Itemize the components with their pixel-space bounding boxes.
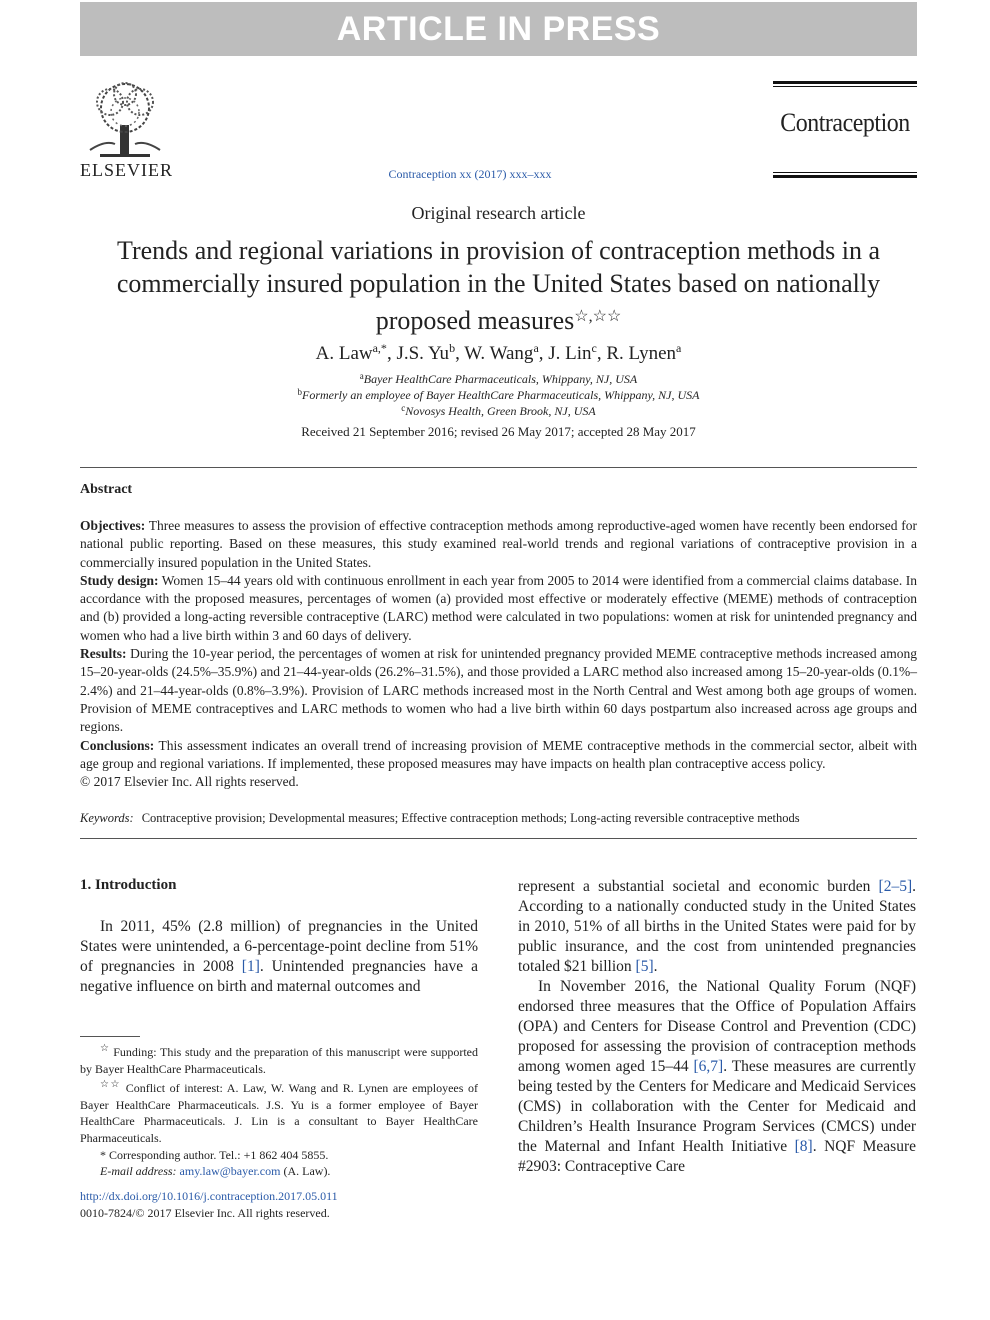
reference-link[interactable]: [2–5] bbox=[878, 878, 913, 895]
abstract-body bbox=[80, 517, 917, 791]
abstract-conclusions bbox=[80, 737, 917, 774]
paragraph-text: . Unintended pregnancies have a negative influence on birth and maternal outcomes and bbox=[80, 958, 478, 995]
abstract-label: Study design: bbox=[80, 572, 159, 588]
footnote-conflict bbox=[80, 1077, 478, 1146]
author-affiliation-mark[interactable]: c bbox=[591, 341, 597, 355]
footnotes bbox=[80, 1041, 478, 1180]
paragraph-text: In November 2016, the National Quality Forum (NQF) endorsed three measures that the Office of Population Affairs (OPA) and Centers for Disease Control and Prevention (CDC) proposed for assessing the provision of contraception methods among women aged 15–44 bbox=[518, 978, 916, 1075]
abstract-results bbox=[80, 645, 917, 736]
abstract-label: Results: bbox=[80, 646, 127, 662]
publisher-name: ELSEVIER bbox=[80, 160, 173, 180]
issn-copyright: 0010-7824/© 2017 Elsevier Inc. All rights reserved. bbox=[80, 1205, 330, 1220]
abstract-text: This assessment indicates an overall trend of increasing provision of MEME contraceptive methods in the commercial sector, albeit with age group and regional variations. If implemented, these proposed measures may have impacts on health plan contraceptive access policy. bbox=[80, 737, 917, 771]
footnote-text: Funding: This study and the preparation of this manuscript were supported by Bayer HealthCare Pharmaceuticals. bbox=[80, 1045, 478, 1076]
divider bbox=[80, 838, 917, 839]
author-affiliation-mark[interactable]: a bbox=[676, 341, 682, 355]
keywords-text: Contraceptive provision; Developmental measures; Effective contraception methods; Long-acting reversible contraceptive methods bbox=[141, 811, 800, 825]
email-label: E-mail address: bbox=[100, 1164, 177, 1179]
author-list bbox=[80, 341, 917, 365]
abstract-copyright: © 2017 Elsevier Inc. All rights reserved. bbox=[80, 774, 299, 790]
paragraph bbox=[518, 877, 916, 977]
title-footnote-marks[interactable]: ☆,☆☆ bbox=[574, 308, 622, 325]
footnote-funding bbox=[80, 1041, 478, 1077]
footnote-text: Conflict of interest: A. Law, W. Wang and R. Lynen are employees of Bayer HealthCare Pharmaceuticals. J.S. Yu is a former employee of Bayer HealthCare Pharmaceuticals. J. Lin is a consultant to Bayer HealthCare Pharmaceuticals. bbox=[80, 1081, 479, 1145]
author-name: J. Lin bbox=[548, 343, 592, 364]
abstract-objectives bbox=[80, 517, 917, 572]
affiliation bbox=[80, 403, 917, 419]
abstract-text: Women 15–44 years old with continuous enrollment in each year from 2005 to 2014 were identified from a commercial claims database. In accordance with the proposed measures, percentages of women (a) provided most effective or moderately effective (MEME) methods of contraception and (b) provided a long-acting reversible contraceptive (LARC) method were calculated in two populations: women at risk for unintended pregnancy and women who had a live birth within 3 and 60 days of delivery. bbox=[80, 572, 918, 643]
elsevier-logo bbox=[80, 80, 173, 182]
reference-link[interactable]: [5] bbox=[635, 958, 654, 975]
journal-rule-bottom-thin bbox=[773, 172, 917, 173]
paragraph-text: . According to a nationally conducted study in the United States in 2010, 51% of all births in the United States were paid for by public insurance, and the cost from unintended pregnancies totaled $21 billion bbox=[518, 878, 916, 975]
keywords bbox=[80, 811, 917, 826]
article-title bbox=[80, 234, 917, 337]
section-heading: 1. Introduction bbox=[80, 877, 177, 893]
left-column-text bbox=[80, 917, 478, 997]
paragraph-text: . bbox=[653, 958, 658, 975]
footnote-email bbox=[80, 1163, 478, 1180]
footnote-mark: ☆ bbox=[100, 1043, 110, 1054]
journal-citation-link[interactable]: Contraception xx (2017) xxx–xxx bbox=[388, 167, 552, 181]
doi-block bbox=[80, 1188, 338, 1221]
title-line: Trends and regional variations in provision of contraception methods in a bbox=[116, 236, 880, 265]
keywords-label: Keywords: bbox=[80, 811, 134, 825]
received-dates: Received 21 September 2016; revised 26 May 2017; accepted 28 May 2017 bbox=[301, 424, 696, 439]
affiliation-mark: c bbox=[401, 403, 406, 413]
author-separator: , bbox=[386, 343, 397, 364]
journal-rule-bottom bbox=[773, 175, 917, 178]
author-name: R. Lynen bbox=[606, 343, 677, 364]
reference-link[interactable]: [8] bbox=[794, 1138, 813, 1155]
doi-link[interactable]: http://dx.doi.org/10.1016/j.contraception.2017.05.011 bbox=[80, 1189, 338, 1203]
author-separator: , bbox=[455, 343, 465, 364]
affiliation-text: Formerly an employee of Bayer HealthCare Pharmaceuticals, Whippany, NJ, USA bbox=[302, 388, 700, 402]
article-type: Original research article bbox=[411, 203, 586, 223]
right-column-text bbox=[518, 877, 916, 1177]
author-affiliation-mark[interactable]: a,* bbox=[372, 341, 387, 355]
abstract-label: Conclusions: bbox=[80, 737, 155, 753]
author-separator: , bbox=[596, 343, 607, 364]
author-affiliation-mark[interactable]: a bbox=[533, 341, 539, 355]
abstract-design bbox=[80, 572, 917, 645]
paragraph bbox=[80, 917, 478, 997]
abstract-text: During the 10-year period, the percentages of women at risk for unintended pregnancy provided MEME contraceptive methods increased among 15–20-year-olds (24.5%–35.9%) and 21–44-year-olds (26.2%–31.5%), and those provided a LARC method also increased among 15–20-year-olds (0.1%–2.4%) and 21–44-year-olds (0.8%–3.9%). Provision of LARC methods increased most in the North Central and West among both age groups of women. Provision of MEME contraceptives and LARC methods to women who had a live birth within 60 days postpartum also increased across age groups and regions. bbox=[80, 646, 917, 735]
author-affiliation-mark[interactable]: b bbox=[449, 341, 456, 355]
abstract-heading: Abstract bbox=[80, 482, 133, 497]
abstract-text: Three measures to assess the provision of effective contraception methods among reproductive-aged women have recently been endorsed for national public reporting. Based on these measures, this study examined real-world trends and regional variations of contraceptive provision in a commercially insured population in the United States. bbox=[80, 518, 917, 570]
affiliation bbox=[80, 387, 917, 403]
journal-rule-top-thin bbox=[773, 86, 917, 87]
title-line: proposed measures bbox=[375, 306, 575, 335]
journal-rule-top bbox=[773, 81, 917, 84]
footnote-divider bbox=[80, 1036, 140, 1037]
affiliation-text: Novosys Health, Green Brook, NJ, USA bbox=[405, 404, 596, 418]
paragraph-text: represent a substantial societal and economic burden bbox=[518, 878, 879, 895]
affiliation-mark: b bbox=[297, 387, 303, 397]
affiliation-mark: a bbox=[359, 371, 364, 381]
footnote-text: Corresponding author. Tel.: +1 862 404 5855. bbox=[109, 1147, 329, 1162]
article-in-press-banner: ARTICLE IN PRESS bbox=[80, 2, 917, 56]
author-name: W. Wang bbox=[464, 343, 534, 364]
divider bbox=[80, 467, 917, 468]
journal-name: Contraception bbox=[780, 108, 910, 137]
footnote-mark: * bbox=[100, 1147, 106, 1162]
author-name: J.S. Yu bbox=[396, 343, 450, 364]
affiliation-text: Bayer HealthCare Pharmaceuticals, Whippany, NJ, USA bbox=[363, 372, 638, 386]
affiliation bbox=[80, 371, 917, 387]
email-link[interactable]: amy.law@bayer.com bbox=[179, 1164, 281, 1179]
footnote-text: (A. Law). bbox=[283, 1164, 331, 1179]
footnote-mark: ☆☆ bbox=[100, 1079, 122, 1091]
footnote-corresponding bbox=[80, 1147, 478, 1164]
paragraph-text: In 2011, 45% (2.8 million) of pregnancies in the United States were unintended, a 6-percentage-point decline from 51% of pregnancies in 2008 bbox=[80, 918, 478, 975]
author-name: A. Law bbox=[315, 343, 373, 364]
paragraph-text: . These measures are currently being tested by the Centers for Medicare and Medicaid Services (CMS) in collaboration with the Center for Medicaid and Children’s Health Insurance Program Services (CMCS) under the Maternal and Infant Health Initiative bbox=[518, 1058, 916, 1155]
title-line: commercially insured population in the United States based on nationally bbox=[116, 269, 881, 298]
reference-link[interactable]: [6,7] bbox=[693, 1058, 724, 1075]
reference-link[interactable]: [1] bbox=[241, 958, 260, 975]
paragraph-text: . NQF Measure #2903: Contraceptive Care bbox=[518, 1138, 916, 1175]
abstract-label: Objectives: bbox=[80, 518, 146, 533]
author-separator: , bbox=[538, 343, 549, 364]
paragraph bbox=[518, 977, 916, 1177]
elsevier-tree-icon bbox=[80, 80, 170, 160]
